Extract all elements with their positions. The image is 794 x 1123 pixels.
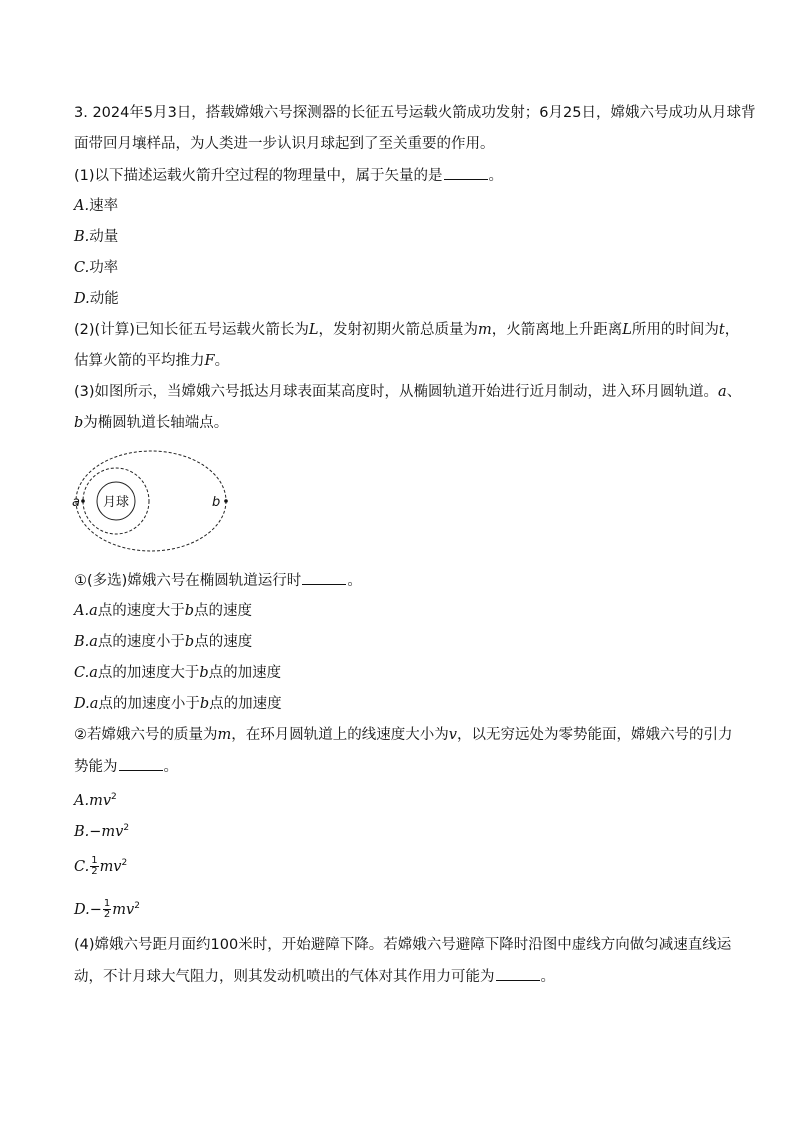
part4-stem-line-2: 动，不计月球大气阻力，则其发动机喷出的气体对其作用力可能为 。 [74,966,555,987]
answer-blank [302,570,346,585]
sub2-stem-line-1: ②若嫦娥六号的质量为m，在环月圆轨道上的线速度大小为v，以无穷远处为零势能面，嫦娥六号的引力 [74,727,733,743]
part2-stem-line-2: 估算火箭的平均推力F。 [74,353,230,369]
sub2-option-d: D.− $\frac{1}{2}$ $mv^2$ [74,898,140,921]
sub2-option-c: C. $\frac{1}{2}$ $mv^2$ [74,855,128,878]
sub2-option-a: $A.mv^2$ [74,792,117,809]
fraction-one-half: $\frac{1}{2}$ [103,898,111,921]
part1-option-c: C.功率 [74,260,119,276]
part2-stem-line-1: (2)(计算)已知长征五号运载火箭长为L，发射初期火箭总质量为m，火箭离地上升距离L所用的时间为t， [74,322,740,338]
answer-blank [119,756,163,771]
part4-stem-line-1: (4)嫦娥六号距月面约100米时，开始避障下降。若嫦娥六号避障下降时沿图中虚线方向做匀减速直线运 [74,937,732,953]
question-intro-line-2: 面带回月壤样品，为人类进一步认识月球起到了至关重要的作用。 [74,136,495,152]
point-a [81,499,85,503]
sub2-stem-line-2: 势能为 。 [74,756,178,777]
part1-option-a: A.速率 [74,198,119,214]
answer-blank [496,966,540,981]
sub1-stem: ①(多选)嫦娥六号在椭圆轨道运行时 。 [74,570,362,591]
fraction-one-half: $\frac{1}{2}$ [91,855,98,878]
part3-stem-line-2: b为椭圆轨道长轴端点。 [74,415,229,431]
part3-stem-line-1: (3)如图所示，当嫦娥六号抵达月球表面某高度时，从椭圆轨道开始进行近月制动，进入环月圆轨道。a、 [74,384,742,400]
moon-label: 月球 [102,495,130,510]
sub1-option-b: B.a点的速度小于b点的速度 [74,634,253,650]
answer-blank [444,165,488,180]
question-number: 3. [74,105,88,121]
part1-option-d: D.动能 [74,291,119,307]
sub2-option-b: $B.-mv^2$ [74,823,130,840]
point-b [224,499,228,503]
sub1-option-c: C.a点的加速度大于b点的加速度 [74,665,282,681]
sub1-option-d: D.a点的加速度小于b点的加速度 [74,696,282,712]
point-a-label: a [72,495,80,510]
sub1-option-a: A.a点的速度大于b点的速度 [74,603,253,619]
part1-stem: (1)以下描述运载火箭升空过程的物理量中，属于矢量的是 。 [74,165,503,186]
part1-option-b: B.动量 [74,229,119,245]
point-b-label: b [212,495,221,510]
question-intro-line-1: 3. 2024年5月3日，搭载嫦娥六号探测器的长征五号运载火箭成功发射；6月25日，嫦娥六号成功从月球背 [74,105,756,121]
orbit-diagram [66,445,236,555]
